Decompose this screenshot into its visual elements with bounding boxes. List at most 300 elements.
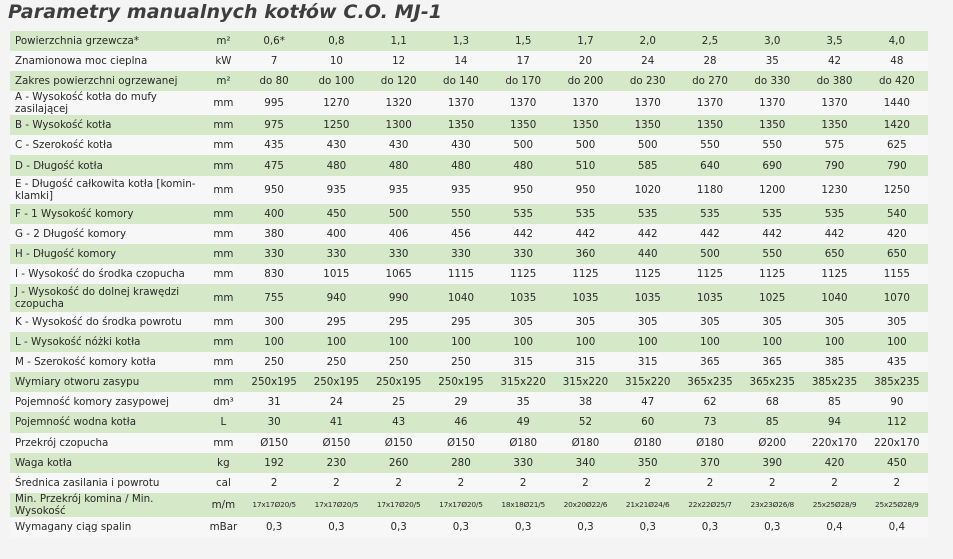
table-cell: 4,0 (866, 31, 928, 51)
table-cell: 250x195 (430, 372, 492, 392)
table-cell: 100 (430, 332, 492, 352)
row-unit: m² (204, 31, 243, 51)
table-cell: 442 (679, 224, 741, 244)
table-cell: 100 (741, 332, 803, 352)
table-cell: 1300 (368, 115, 430, 135)
table-cell: 42 (803, 51, 865, 71)
table-cell: 510 (554, 155, 616, 175)
table-row (10, 135, 928, 155)
table-cell: 192 (243, 453, 305, 473)
row-label: D - Długość kotła (10, 155, 204, 175)
table-cell: 1125 (803, 264, 865, 284)
table-cell: 250 (243, 352, 305, 372)
table-cell: 442 (803, 224, 865, 244)
table-cell: 430 (305, 135, 367, 155)
table-cell: 500 (617, 135, 679, 155)
table-cell: 330 (368, 244, 430, 264)
table-cell: 400 (305, 224, 367, 244)
table-cell: 435 (866, 352, 928, 372)
table-cell: 975 (243, 115, 305, 135)
row-unit: m² (204, 71, 243, 91)
table-cell: 1070 (866, 284, 928, 312)
row-label: E - Długość całkowita kotła [komin-klamki] (10, 176, 204, 204)
table-cell: 535 (492, 204, 554, 224)
table-cell: 1440 (866, 91, 928, 115)
table-cell: 442 (554, 224, 616, 244)
table-row (10, 91, 928, 115)
table-cell: 230 (305, 453, 367, 473)
table-cell: 950 (243, 176, 305, 204)
table-cell: 0,3 (305, 517, 367, 537)
table-cell: do 380 (803, 71, 865, 91)
table-cell: Ø180 (492, 433, 554, 453)
table-cell: 295 (368, 312, 430, 332)
table-cell: 450 (866, 453, 928, 473)
table-cell: 1320 (368, 91, 430, 115)
table-cell: Ø150 (305, 433, 367, 453)
table-cell: 0,3 (243, 517, 305, 537)
table-cell: 575 (803, 135, 865, 155)
table-cell: 1350 (492, 115, 554, 135)
row-unit: mm (204, 264, 243, 284)
table-cell: 535 (679, 204, 741, 224)
table-cell: 38 (554, 392, 616, 412)
table-cell: 480 (430, 155, 492, 175)
table-row (10, 332, 928, 352)
table-cell: 950 (492, 176, 554, 204)
table-cell: 18x18Ø21/5 (492, 493, 554, 517)
table-row (10, 264, 928, 284)
table-cell: 535 (617, 204, 679, 224)
table-cell: 365 (679, 352, 741, 372)
table-cell: 550 (741, 135, 803, 155)
table-cell: 625 (866, 135, 928, 155)
table-cell: Ø150 (368, 433, 430, 453)
row-label: Waga kotła (10, 453, 204, 473)
table-cell: 14 (430, 51, 492, 71)
table-cell: 0,3 (368, 517, 430, 537)
row-unit: mm (204, 244, 243, 264)
row-unit: mBar (204, 517, 243, 537)
table-cell: 350 (617, 453, 679, 473)
table-cell: 2 (866, 473, 928, 493)
table-row (10, 517, 928, 537)
table-cell: 112 (866, 412, 928, 432)
row-unit: mm (204, 284, 243, 312)
table-cell: 385x235 (866, 372, 928, 392)
table-cell: 1370 (617, 91, 679, 115)
table-cell: 73 (679, 412, 741, 432)
table-cell: 0,3 (679, 517, 741, 537)
table-cell: 2 (368, 473, 430, 493)
table-cell: 0,3 (492, 517, 554, 537)
table-cell: 35 (741, 51, 803, 71)
table-cell: 7 (243, 51, 305, 71)
row-label: Przekrój czopucha (10, 433, 204, 453)
row-unit: mm (204, 352, 243, 372)
table-cell: 20 (554, 51, 616, 71)
table-row (10, 155, 928, 175)
row-label: J - Wysokość do dolnej krawędzi czopucha (10, 284, 204, 312)
table-row (10, 71, 928, 91)
table-row (10, 284, 928, 312)
table-cell: 1040 (803, 284, 865, 312)
table-cell: 0,8 (305, 31, 367, 51)
table-row (10, 224, 928, 244)
row-unit: mm (204, 224, 243, 244)
table-cell: do 230 (617, 71, 679, 91)
row-label: Znamionowa moc cieplna (10, 51, 204, 71)
row-label: Średnica zasilania i powrotu (10, 473, 204, 493)
table-cell: 68 (741, 392, 803, 412)
table-cell: 100 (305, 332, 367, 352)
table-cell: 1155 (866, 264, 928, 284)
table-cell: 585 (617, 155, 679, 175)
table-cell: 550 (679, 135, 741, 155)
table-cell: 2 (305, 473, 367, 493)
table-cell: 1200 (741, 176, 803, 204)
table-cell: 365 (741, 352, 803, 372)
table-cell: 990 (368, 284, 430, 312)
table-cell: 940 (305, 284, 367, 312)
table-cell: 830 (243, 264, 305, 284)
table-cell: 24 (617, 51, 679, 71)
table-cell: 1125 (741, 264, 803, 284)
table-cell: 17 (492, 51, 554, 71)
table-cell: 3,0 (741, 31, 803, 51)
row-unit: kg (204, 453, 243, 473)
table-cell: 1065 (368, 264, 430, 284)
row-label: L - Wysokość nóżki kotła (10, 332, 204, 352)
table-cell: 500 (679, 244, 741, 264)
table-cell: 1370 (803, 91, 865, 115)
table-cell: 2 (741, 473, 803, 493)
table-cell: 100 (866, 332, 928, 352)
table-cell: 535 (741, 204, 803, 224)
row-label: Zakres powierzchni ogrzewanej (10, 71, 204, 91)
table-cell: 480 (368, 155, 430, 175)
row-label: Wymiary otworu zasypu (10, 372, 204, 392)
table-cell: 20x20Ø22/6 (554, 493, 616, 517)
table-cell: 1035 (492, 284, 554, 312)
table-cell: do 270 (679, 71, 741, 91)
table-cell: 85 (803, 392, 865, 412)
table-cell: 420 (866, 224, 928, 244)
table-cell: 935 (430, 176, 492, 204)
table-cell: 12 (368, 51, 430, 71)
table-row (10, 392, 928, 412)
table-cell: 755 (243, 284, 305, 312)
table-cell: 1230 (803, 176, 865, 204)
table-cell: do 420 (866, 71, 928, 91)
table-cell: 305 (741, 312, 803, 332)
table-cell: 315x220 (554, 372, 616, 392)
table-cell: 1350 (617, 115, 679, 135)
row-label: F - 1 Wysokość komory (10, 204, 204, 224)
table-row (10, 204, 928, 224)
table-row (10, 352, 928, 372)
row-label: I - Wysokość do środka czopucha (10, 264, 204, 284)
table-cell: do 200 (554, 71, 616, 91)
table-cell: 2 (492, 473, 554, 493)
table-cell: 1420 (866, 115, 928, 135)
table-cell: 100 (617, 332, 679, 352)
table-cell: 315 (617, 352, 679, 372)
table-cell: 480 (305, 155, 367, 175)
table-cell: 2 (430, 473, 492, 493)
row-unit: mm (204, 176, 243, 204)
table-cell: 1370 (554, 91, 616, 115)
table-cell: 430 (430, 135, 492, 155)
row-label: K - Wysokość do środka powrotu (10, 312, 204, 332)
table-cell: 935 (368, 176, 430, 204)
table-cell: 23x23Ø26/8 (741, 493, 803, 517)
table-cell: 540 (866, 204, 928, 224)
row-label: Powierzchnia grzewcza* (10, 31, 204, 51)
table-cell: 280 (430, 453, 492, 473)
table-cell: 300 (243, 312, 305, 332)
table-cell: 17x17Ø20/5 (243, 493, 305, 517)
table-cell: 480 (492, 155, 554, 175)
row-unit: mm (204, 91, 243, 115)
table-row (10, 115, 928, 135)
table-cell: 43 (368, 412, 430, 432)
table-cell: 25x25Ø28/9 (866, 493, 928, 517)
table-cell: 442 (617, 224, 679, 244)
table-cell: 330 (243, 244, 305, 264)
row-unit: L (204, 412, 243, 432)
table-cell: 100 (368, 332, 430, 352)
table-cell: 475 (243, 155, 305, 175)
table-cell: do 100 (305, 71, 367, 91)
table-cell: 0,4 (866, 517, 928, 537)
table-cell: 46 (430, 412, 492, 432)
table-cell: 1020 (617, 176, 679, 204)
table-cell: Ø180 (554, 433, 616, 453)
table-cell: 305 (679, 312, 741, 332)
table-cell: 385x235 (803, 372, 865, 392)
table-cell: 28 (679, 51, 741, 71)
table-cell: 295 (305, 312, 367, 332)
row-label: A - Wysokość kotła do mufy zasilającej (10, 91, 204, 115)
table-cell: 500 (368, 204, 430, 224)
table-cell: 1015 (305, 264, 367, 284)
table-cell: 22x22Ø25/7 (679, 493, 741, 517)
table-cell: 2,0 (617, 31, 679, 51)
table-cell: 0,4 (803, 517, 865, 537)
table-cell: 315 (554, 352, 616, 372)
specs-table-body (10, 31, 928, 537)
row-label: H - Długość komory (10, 244, 204, 264)
table-cell: 1125 (492, 264, 554, 284)
table-cell: 17x17Ø20/5 (430, 493, 492, 517)
table-cell: 550 (741, 244, 803, 264)
table-cell: 790 (866, 155, 928, 175)
table-cell: 995 (243, 91, 305, 115)
table-cell: 450 (305, 204, 367, 224)
table-row (10, 493, 928, 517)
table-cell: 0,3 (430, 517, 492, 537)
table-cell: 380 (243, 224, 305, 244)
row-unit: dm³ (204, 392, 243, 412)
table-cell: 1,1 (368, 31, 430, 51)
table-cell: Ø180 (617, 433, 679, 453)
table-row (10, 433, 928, 453)
table-row (10, 31, 928, 51)
table-cell: 1125 (617, 264, 679, 284)
table-cell: 442 (741, 224, 803, 244)
table-cell: 35 (492, 392, 554, 412)
table-cell: 94 (803, 412, 865, 432)
table-cell: do 80 (243, 71, 305, 91)
table-cell: 1370 (492, 91, 554, 115)
table-row (10, 244, 928, 264)
table-cell: 17x17Ø20/5 (305, 493, 367, 517)
row-unit: mm (204, 135, 243, 155)
table-cell: 1370 (741, 91, 803, 115)
row-label: G - 2 Długość komory (10, 224, 204, 244)
table-cell: 100 (243, 332, 305, 352)
row-unit: mm (204, 204, 243, 224)
table-cell: 305 (492, 312, 554, 332)
table-cell: 24 (305, 392, 367, 412)
row-unit: mm (204, 115, 243, 135)
table-cell: 440 (617, 244, 679, 264)
table-cell: 1350 (679, 115, 741, 135)
table-row (10, 473, 928, 493)
table-cell: 1370 (679, 91, 741, 115)
table-cell: 52 (554, 412, 616, 432)
table-cell: 31 (243, 392, 305, 412)
row-label: B - Wysokość kotła (10, 115, 204, 135)
table-cell: 315 (492, 352, 554, 372)
table-cell: 360 (554, 244, 616, 264)
table-cell: 430 (368, 135, 430, 155)
table-cell: 90 (866, 392, 928, 412)
table-cell: 400 (243, 204, 305, 224)
table-cell: 1025 (741, 284, 803, 312)
table-row (10, 176, 928, 204)
table-cell: 690 (741, 155, 803, 175)
table-cell: 340 (554, 453, 616, 473)
table-cell: 2 (679, 473, 741, 493)
table-cell: 640 (679, 155, 741, 175)
table-cell: 305 (803, 312, 865, 332)
table-cell: 315x220 (492, 372, 554, 392)
table-cell: 1115 (430, 264, 492, 284)
table-cell: 790 (803, 155, 865, 175)
table-cell: Ø200 (741, 433, 803, 453)
table-cell: 305 (617, 312, 679, 332)
table-cell: 295 (430, 312, 492, 332)
table-cell: 100 (679, 332, 741, 352)
table-cell: 62 (679, 392, 741, 412)
table-cell: 1270 (305, 91, 367, 115)
table-cell: 250 (305, 352, 367, 372)
table-cell: 100 (554, 332, 616, 352)
table-cell: 220x170 (803, 433, 865, 453)
row-label: Wymagany ciąg spalin (10, 517, 204, 537)
table-cell: 25x25Ø28/9 (803, 493, 865, 517)
table-cell: 220x170 (866, 433, 928, 453)
table-cell: 365x235 (741, 372, 803, 392)
table-cell: 420 (803, 453, 865, 473)
table-cell: 49 (492, 412, 554, 432)
row-unit: kW (204, 51, 243, 71)
table-cell: 950 (554, 176, 616, 204)
table-cell: 305 (866, 312, 928, 332)
table-cell: 1350 (741, 115, 803, 135)
table-cell: 250x195 (243, 372, 305, 392)
table-cell: 330 (430, 244, 492, 264)
table-cell: 260 (368, 453, 430, 473)
table-cell: 1350 (803, 115, 865, 135)
table-cell: do 330 (741, 71, 803, 91)
row-unit: mm (204, 372, 243, 392)
table-cell: 435 (243, 135, 305, 155)
table-cell: 1350 (430, 115, 492, 135)
table-cell: 0,3 (741, 517, 803, 537)
table-cell: 1250 (305, 115, 367, 135)
row-unit: mm (204, 312, 243, 332)
table-cell: 1370 (430, 91, 492, 115)
row-unit: mm (204, 433, 243, 453)
table-cell: 500 (492, 135, 554, 155)
table-cell: 30 (243, 412, 305, 432)
row-unit: cal (204, 473, 243, 493)
table-row (10, 312, 928, 332)
row-label: Min. Przekrój komina / Min. Wysokość (10, 493, 204, 517)
row-unit: m/m (204, 493, 243, 517)
table-cell: 250 (430, 352, 492, 372)
row-label: Pojemność wodna kotła (10, 412, 204, 432)
table-cell: 2 (617, 473, 679, 493)
table-cell: 550 (430, 204, 492, 224)
table-cell: 1035 (617, 284, 679, 312)
table-cell: 3,5 (803, 31, 865, 51)
table-cell: 47 (617, 392, 679, 412)
table-cell: 305 (554, 312, 616, 332)
row-label: C - Szerokość kotła (10, 135, 204, 155)
table-cell: 2,5 (679, 31, 741, 51)
table-row (10, 51, 928, 71)
table-cell: 85 (741, 412, 803, 432)
table-cell: do 140 (430, 71, 492, 91)
table-cell: 330 (492, 244, 554, 264)
table-cell: 1,5 (492, 31, 554, 51)
table-cell: 370 (679, 453, 741, 473)
table-cell: 25 (368, 392, 430, 412)
table-cell: 330 (305, 244, 367, 264)
table-cell: 650 (866, 244, 928, 264)
table-cell: 1040 (430, 284, 492, 312)
table-cell: 535 (803, 204, 865, 224)
row-label: M - Szerokość komory kotła (10, 352, 204, 372)
table-cell: 0,3 (617, 517, 679, 537)
specs-table (10, 31, 928, 537)
table-cell: 1180 (679, 176, 741, 204)
table-cell: 1125 (554, 264, 616, 284)
table-cell: Ø150 (243, 433, 305, 453)
table-cell: 250x195 (368, 372, 430, 392)
table-cell: 456 (430, 224, 492, 244)
table-row (10, 453, 928, 473)
table-cell: 650 (803, 244, 865, 264)
table-cell: 10 (305, 51, 367, 71)
table-row (10, 412, 928, 432)
table-cell: do 120 (368, 71, 430, 91)
table-cell: 385 (803, 352, 865, 372)
